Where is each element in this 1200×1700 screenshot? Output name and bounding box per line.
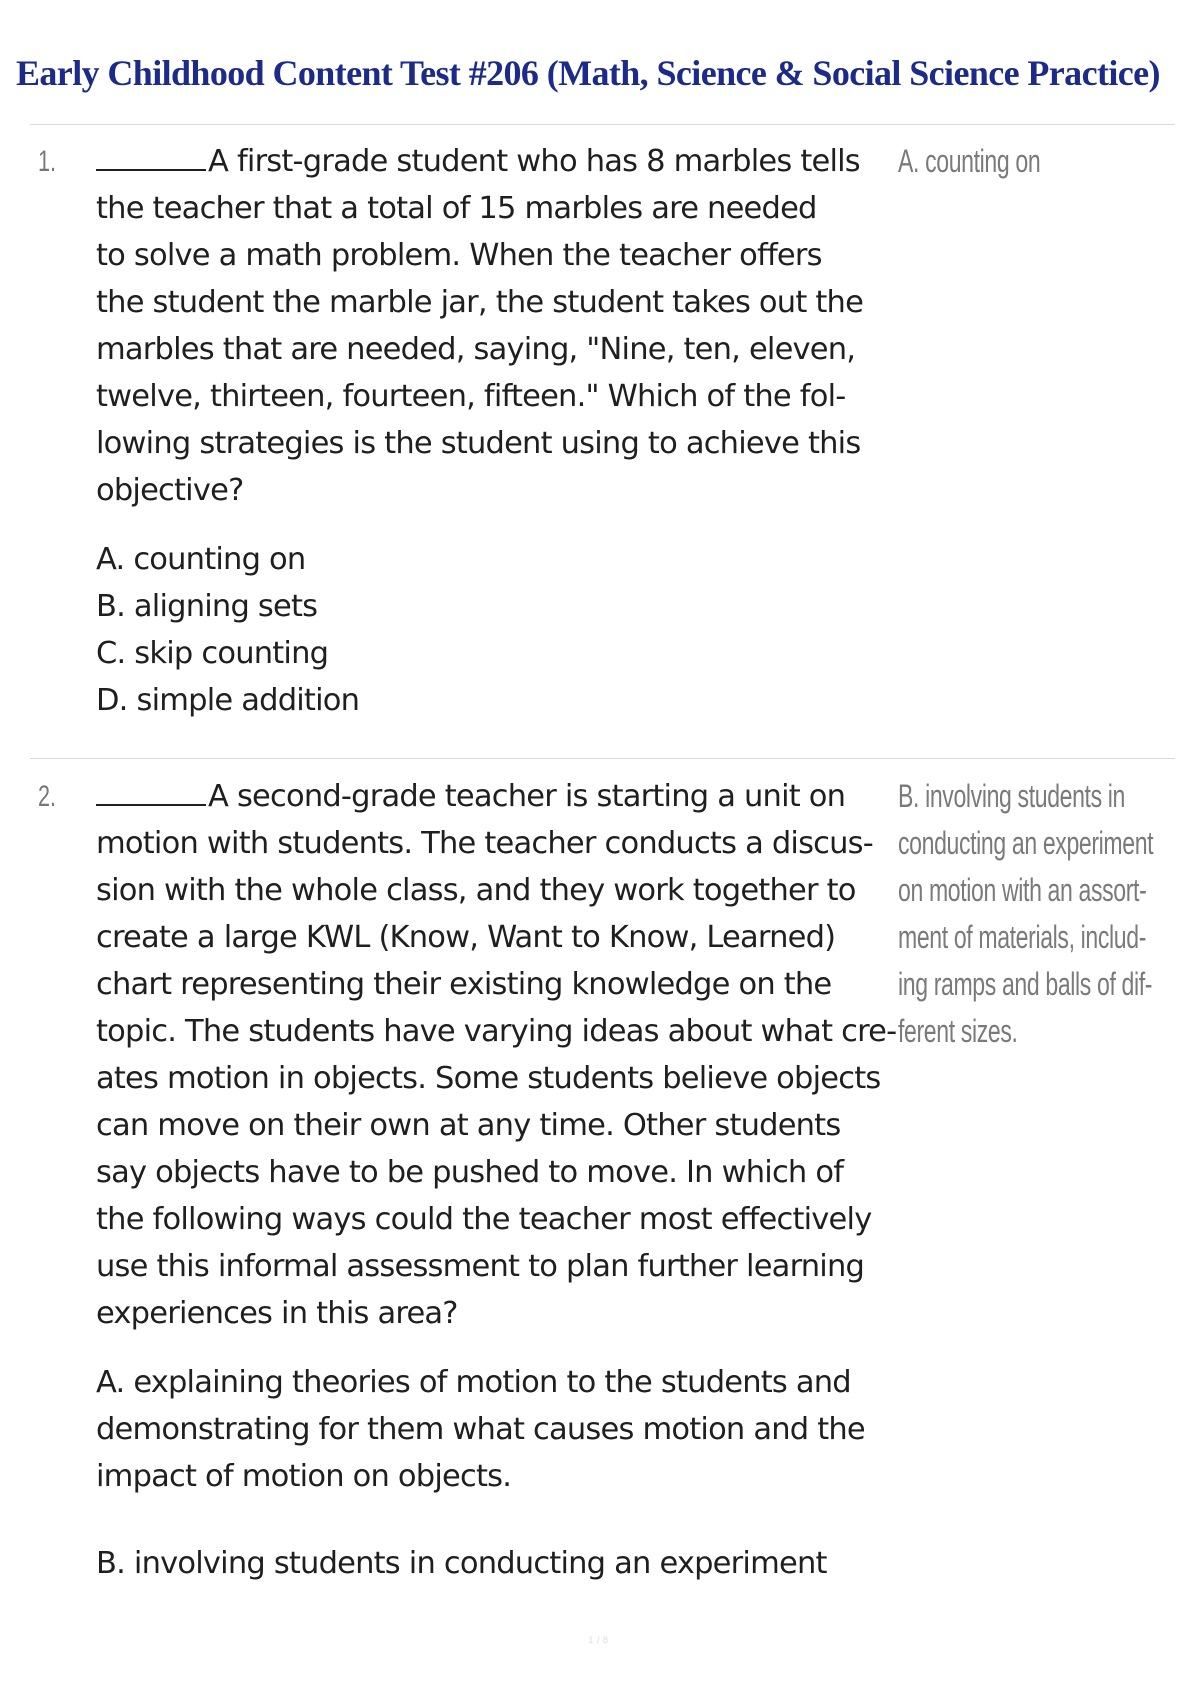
answer-line: B. involving students in <box>898 778 1126 814</box>
question-text-line: lowing strategies is the student using to achieve this <box>96 426 861 461</box>
question-text-line: chart representing their existing knowledge on the <box>96 967 832 1002</box>
option-b: B. involving students in conducting an experiment <box>96 1546 827 1581</box>
document-title: Early Childhood Content Test #206 (Math, Science & Social Science Practice) <box>16 53 1160 93</box>
divider <box>30 758 1175 759</box>
option-a: A. counting on <box>96 542 306 577</box>
page-number: 1 / 8 <box>588 1636 609 1646</box>
question-number: 2. <box>38 780 57 813</box>
question-text-line: A first-grade student who has 8 marbles tells <box>96 138 896 185</box>
option-c: C. skip counting <box>96 636 329 671</box>
answer-line: ing ramps and balls of dif- <box>898 966 1153 1002</box>
answer-blank <box>96 139 206 171</box>
question-text-line: the teacher that a total of 15 marbles are needed <box>96 191 817 226</box>
question-text-line: twelve, thirteen, fourteen, fifteen." Which of the fol- <box>96 379 846 414</box>
question-text-line: create a large KWL (Know, Want to Know, Learned) <box>96 920 836 955</box>
question-text-line: sion with the whole class, and they work together to <box>96 873 856 908</box>
answer-line: on motion with an assort- <box>898 872 1147 908</box>
question-text-line: the student the marble jar, the student takes out the <box>96 285 864 320</box>
question-text-line: the following ways could the teacher most effectively <box>96 1202 872 1237</box>
question-text-line: experiences in this area? <box>96 1296 458 1331</box>
option-a-continued: impact of motion on objects. <box>96 1459 512 1494</box>
answer-key <box>898 773 1153 1055</box>
answer-line: ment of materials, includ- <box>898 919 1147 955</box>
options-list <box>96 536 896 724</box>
question-text-line: A second-grade teacher is starting a unit on <box>96 773 896 820</box>
question-text-line: motion with students. The teacher conducts a discus- <box>96 826 873 861</box>
question-text-line: can move on their own at any time. Other students <box>96 1108 841 1143</box>
question-text-line: use this informal assessment to plan further learning <box>96 1249 865 1284</box>
question-text-line: objective? <box>96 473 244 508</box>
question-text-line: topic. The students have varying ideas about what cre- <box>96 1014 897 1049</box>
question-text-line: to solve a math problem. When the teacher offers <box>96 238 822 273</box>
question-text-line: marbles that are needed, saying, "Nine, ten, eleven, <box>96 332 856 367</box>
answer-key <box>898 138 1040 185</box>
question-1 <box>96 138 896 724</box>
divider <box>30 124 1175 125</box>
answer-line: A. counting on <box>898 143 1041 179</box>
option-d: D. simple addition <box>96 683 360 718</box>
question-text-line: say objects have to be pushed to move. In which of <box>96 1155 844 1190</box>
option-a-continued: demonstrating for them what causes motion and the <box>96 1412 865 1447</box>
question-2 <box>96 773 896 1587</box>
answer-line: conducting an experiment <box>898 825 1154 861</box>
answer-blank <box>96 774 206 806</box>
question-text-line: ates motion in objects. Some students believe objects <box>96 1061 881 1096</box>
option-a: A. explaining theories of motion to the students and <box>96 1365 851 1400</box>
question-number: 1. <box>38 145 57 178</box>
answer-line: ferent sizes. <box>898 1013 1018 1049</box>
option-b: B. aligning sets <box>96 589 318 624</box>
options-list <box>96 1359 896 1587</box>
